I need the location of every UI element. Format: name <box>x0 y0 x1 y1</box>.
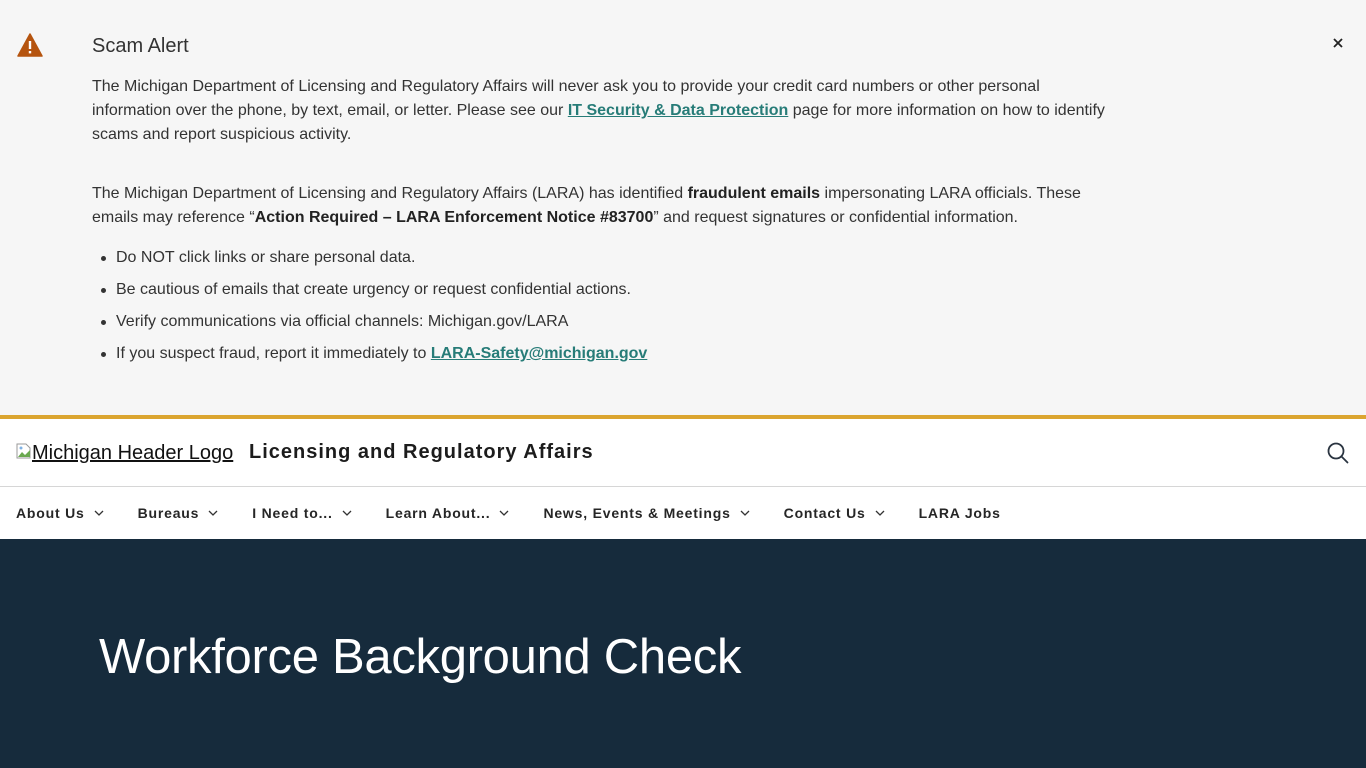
main-nav <box>0 487 1366 539</box>
nav-item-news-events-meetings[interactable]: News, Events & Meetings <box>543 505 749 521</box>
chevron-down-icon <box>208 510 218 516</box>
search-icon <box>1326 452 1350 469</box>
it-security-link[interactable]: IT Security & Data Protection <box>567 102 789 119</box>
list-item: If you suspect fraud, report it immediately to LARA-Safety@michigan.gov <box>116 342 1122 366</box>
alert-content <box>92 34 1122 374</box>
search-button[interactable] <box>1326 441 1350 465</box>
lara-safety-email-link[interactable]: LARA-Safety@michigan.gov <box>430 345 648 362</box>
close-icon <box>1333 35 1343 53</box>
page-hero <box>0 539 1366 768</box>
nav-item-learn-about[interactable]: Learn About... <box>386 505 510 521</box>
nav-item-about-us[interactable]: About Us <box>16 505 104 521</box>
chevron-down-icon <box>342 510 352 516</box>
alert-title: Scam Alert <box>92 35 189 57</box>
site-title[interactable]: Licensing and Regulatory Affairs <box>249 441 594 463</box>
list-item: Do NOT click links or share personal data. <box>116 246 1122 270</box>
page-title: Workforce Background Check <box>99 630 742 684</box>
list-item: Be cautious of emails that create urgency or request confidential actions. <box>116 278 1122 302</box>
nav-item-lara-jobs[interactable]: LARA Jobs <box>918 505 1001 521</box>
list-item: Verify communications via official channels: Michigan.gov/LARA <box>116 310 1122 334</box>
chevron-down-icon <box>499 510 509 516</box>
chevron-down-icon <box>740 510 750 516</box>
nav-item-i-need-to[interactable]: I Need to... <box>252 505 351 521</box>
close-alert-button[interactable] <box>1328 34 1348 54</box>
warning-triangle-icon <box>17 33 43 57</box>
logo-alt-text: Michigan Header Logo <box>32 442 234 464</box>
alert-paragraph-2: The Michigan Department of Licensing and Regulatory Affairs (LARA) has identified fraudulent emails impersonating LARA officials. These emails may reference “Action Required – LARA Enforcement Notice #83700” and request signatures or confidential information. <box>92 185 1081 226</box>
chevron-down-icon <box>875 510 885 516</box>
alert-paragraph-1: The Michigan Department of Licensing and Regulatory Affairs will never ask you to provide your credit card numbers or other personal information over the phone, by text, email, or letter. Please see our IT Security & Data Protection page for more information on how to identify scams and report suspicious activity. <box>92 78 1105 143</box>
broken-image-icon <box>16 442 32 458</box>
nav-item-contact-us[interactable]: Contact Us <box>784 505 885 521</box>
chevron-down-icon <box>94 510 104 516</box>
alert-bullet-list <box>92 246 1122 366</box>
michigan-logo-link[interactable] <box>16 442 233 465</box>
nav-item-bureaus[interactable]: Bureaus <box>138 505 219 521</box>
site-header <box>0 419 1366 487</box>
